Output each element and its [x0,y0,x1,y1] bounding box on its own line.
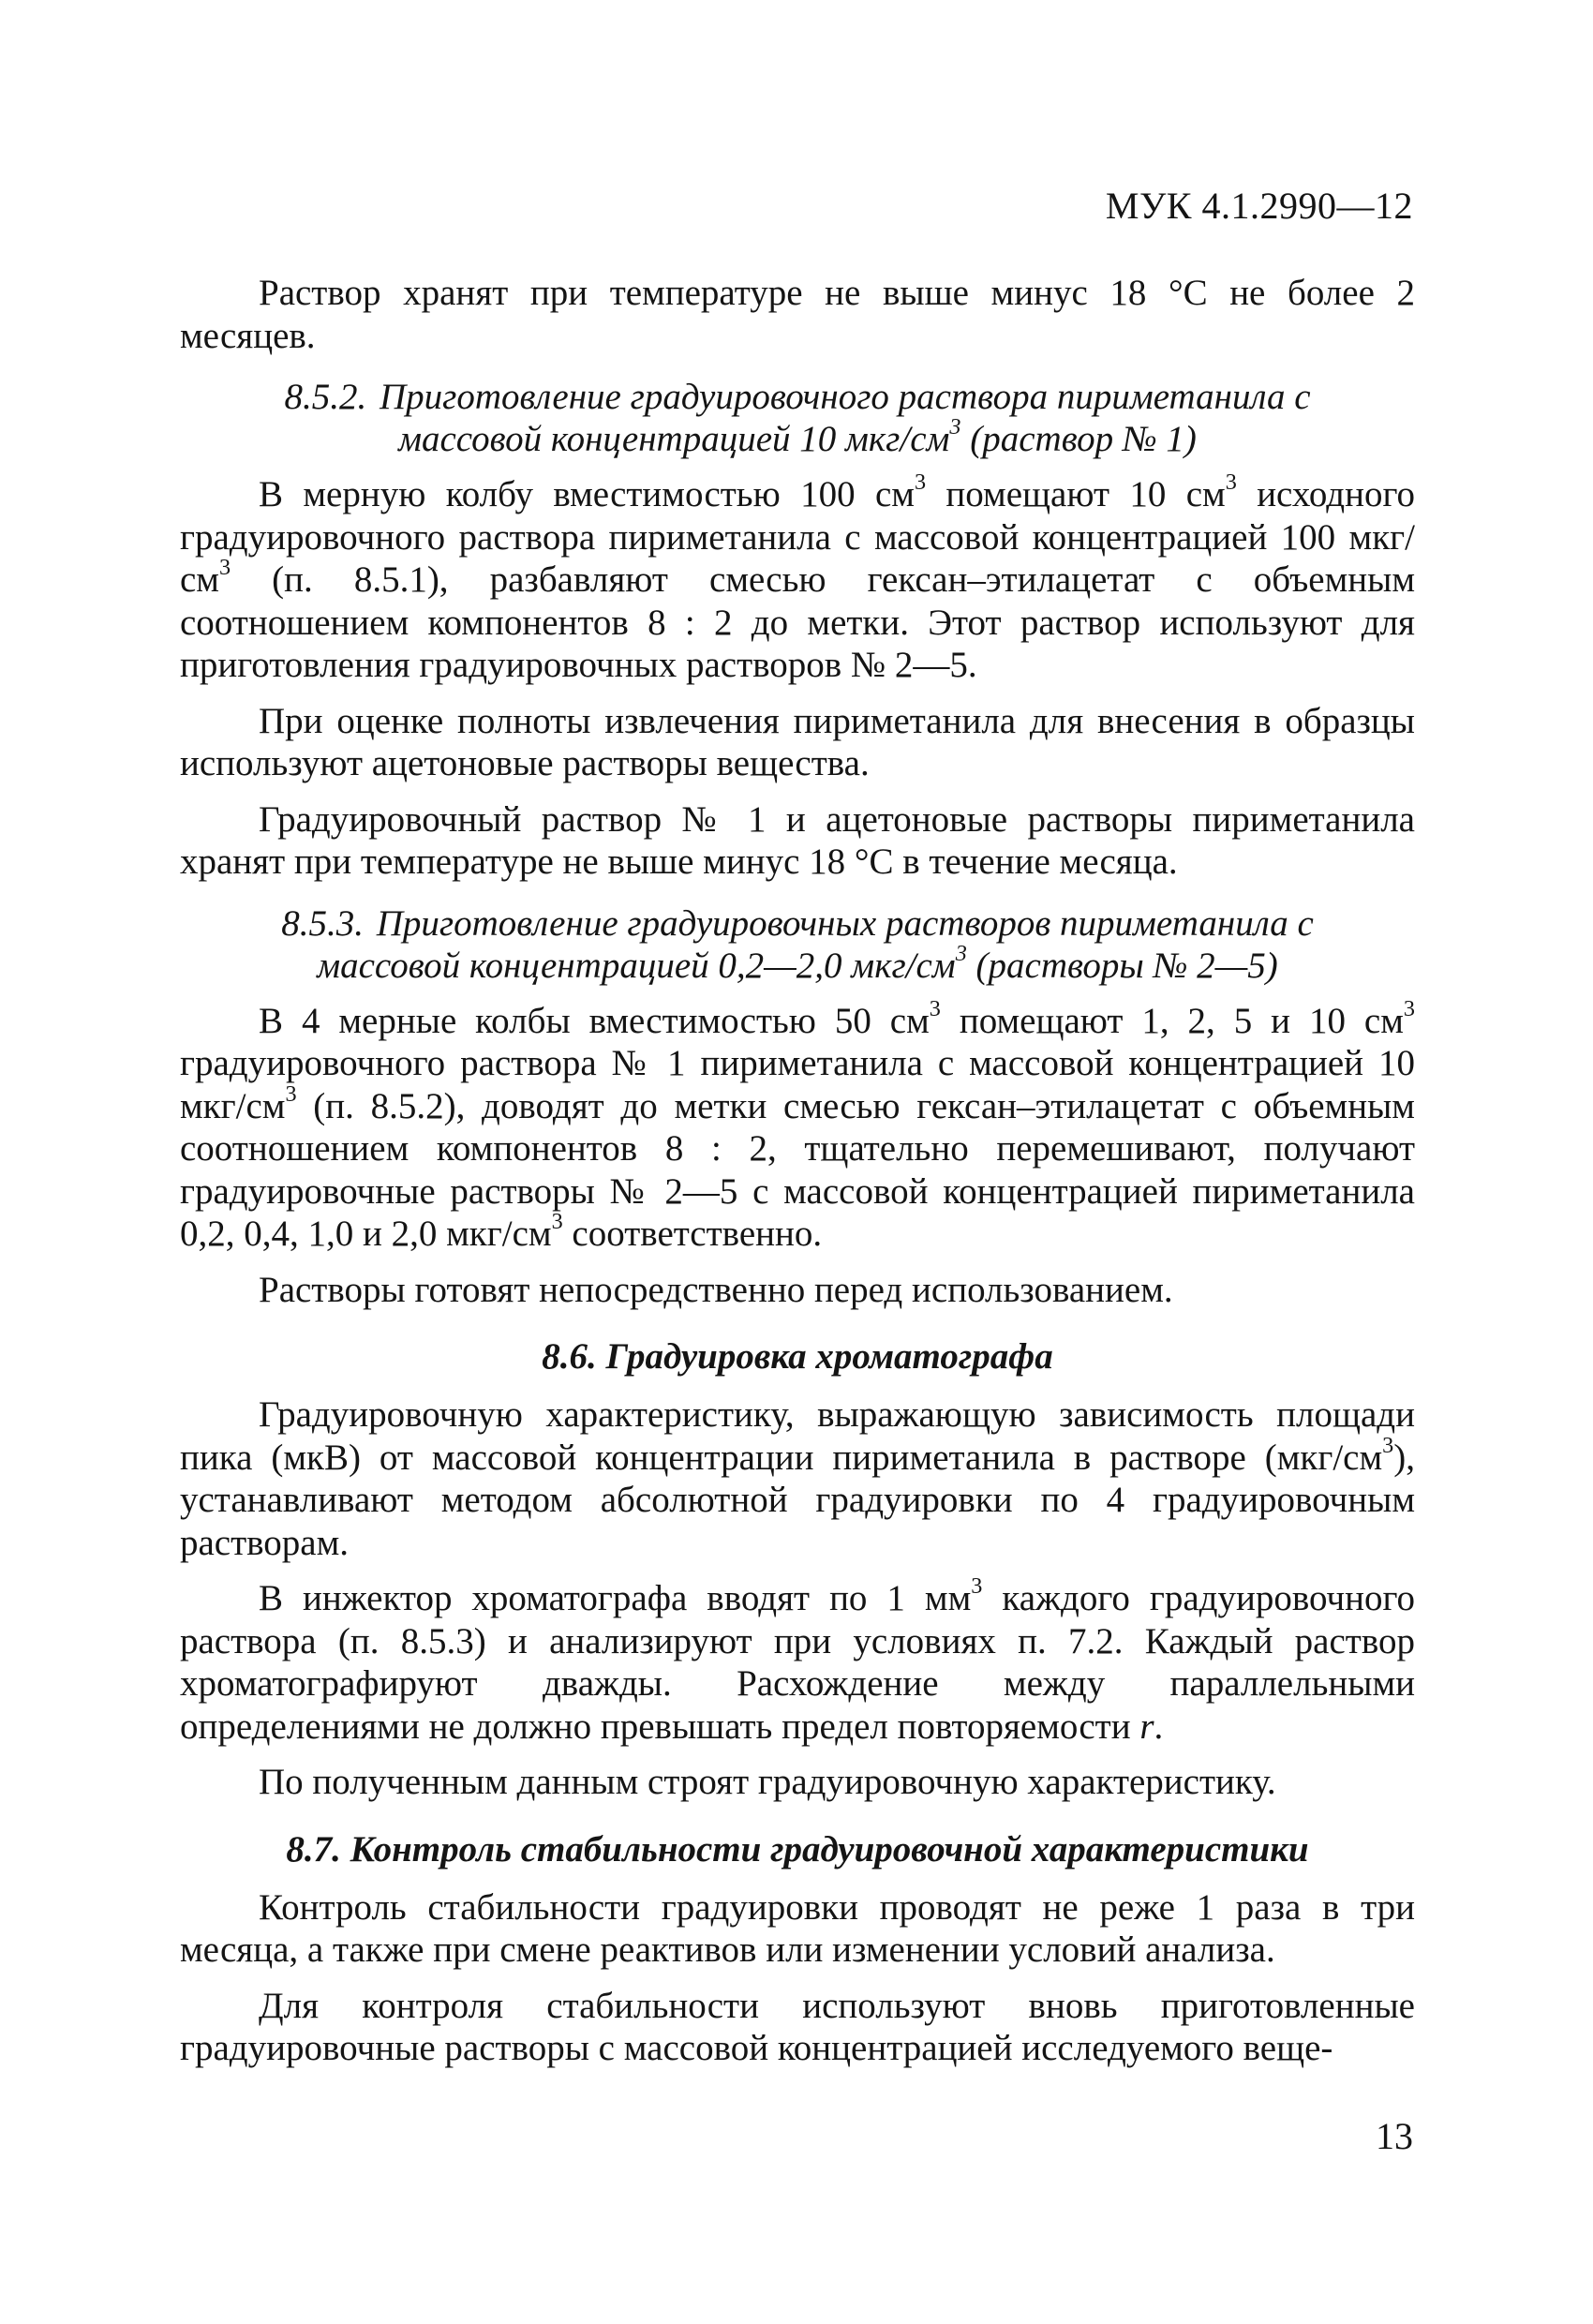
storage-paragraph [180,272,1415,357]
subsection-number: 8.5.3. [281,902,364,944]
text-run: В мерную колбу вместимостью 100 см [259,474,915,514]
paragraph-8-6-a [180,1393,1415,1564]
recovery-paragraph: При оценке полноты извлечения пириметанила для внесения в образцы используют ацетоновые растворы вещества. [180,700,1415,783]
paragraph-8-7-b: Для контроля стабильности используют вновь приготовленные градуировочные растворы с массовой концентрацией исследуемого веще- [180,1985,1415,2068]
superscript: 3 [1403,995,1415,1021]
subsection-heading-8-5-2 [236,376,1359,460]
text-run: помещают 1, 2, 5 и 10 см [940,1000,1404,1041]
superscript: 3 [285,1080,297,1107]
document-code: МУК 4.1.2990—12 [1105,185,1413,227]
subsection-title-tail: (растворы № 2—5) [966,945,1278,986]
superscript: 3 [949,414,961,440]
text-run: (п. 8.5.2), доводят до метки смесью гексан–этилацетат с объемным соотношением компонентов 8 : 2, тщательно перемешивают, получают градуировочные растворы № 2—5 с массовой концентрацией пириметанила 0,2, 0,4, 1,0 и 2,0 мкг/см [180,1085,1415,1254]
page-body [180,272,1415,2070]
superscript: 3 [971,1573,983,1600]
text-run: ), устанавливают методом абсолютной градуировки по 4 градуировочным растворам. [180,1437,1415,1563]
text-run: соответственно. [562,1214,823,1254]
subsection-title: Приготовление градуировочного раствора пириметанила с массовой концентрацией 10 мкг/см [379,377,1311,459]
text-run: помещают 10 см [926,474,1226,514]
text-run: Градуировочную характеристику, выражающую зависимость площади пика (мкВ) от массовой концентрации пириметанила в растворе (мкг/см [180,1394,1415,1478]
paragraph-8-7-a: Контроль стабильности градуировки проводят не реже 1 раза в три месяца, а также при смене реактивов или изменении условий анализа. [180,1886,1415,1970]
section-heading-8-6: 8.6. Градуировка хроматографа [542,1336,1053,1377]
paragraph-8-6-b [180,1573,1416,1748]
superscript: 3 [1382,1432,1394,1458]
superscript: 3 [955,940,967,966]
text-run: В инжектор хроматографа вводят по 1 мм [259,1578,972,1618]
prepare-paragraph: Растворы готовят непосредственно перед использованием. [259,1269,1173,1310]
text-run: градуировочного раствора № 1 пириметанила с массовой концентрацией 10 мкг/см [180,1043,1415,1126]
page-number: 13 [1376,2115,1413,2157]
subsection-heading-8-5-3 [236,902,1359,987]
paragraph-8-6-c: По полученным данным строят градуировочную характеристику. [259,1762,1276,1802]
text-run: исходного градуировочного раствора пириметанила с массовой концентрацией 100 мкг/см [180,474,1415,600]
text-run: . [1154,1706,1164,1747]
superscript: 3 [1225,469,1237,496]
subsection-title-tail: (раствор № 1) [960,419,1197,459]
text-run: В 4 мерные колбы вместимостью 50 см [259,1000,930,1041]
superscript: 3 [551,1209,563,1235]
superscript: 3 [929,995,941,1021]
repeatability-symbol: r [1139,1706,1154,1747]
text-run: (п. 8.5.1), разбавляют смесью гексан–этилацетат с объемным соотношением компонентов 8 : 2 до метки. Этот раствор используют для приготовления градуировочных растворов № 2—5. [180,559,1415,685]
superscript: 3 [914,469,927,496]
section-heading-8-7: 8.7. Контроль стабильности градуировочной характеристики [286,1828,1309,1870]
storage-text: Раствор хранят при температуре не выше минус 18 °С не более 2 месяцев. [180,273,1415,356]
paragraph-8-5-2-body [180,469,1415,687]
subsection-title: Приготовление градуировочных растворов пириметанила с массовой концентрацией 0,2—2,0 мкг/см [317,902,1314,986]
subsection-number: 8.5.2. [284,377,367,417]
storage-paragraph-2: Градуировочный раствор № 1 и ацетоновые растворы пириметанила хранят при температуре не выше минус 18 °С в течение месяца. [180,798,1415,882]
paragraph-8-5-3-body [180,995,1415,1256]
superscript: 3 [219,555,231,581]
text-run: каждого градуировочного раствора (п. 8.5.3) и анализируют при условиях п. 7.2. Каждый раствор хроматографируют дважды. Расхождение между параллельными определениями не должно превышать предел повторяемости [180,1578,1416,1747]
